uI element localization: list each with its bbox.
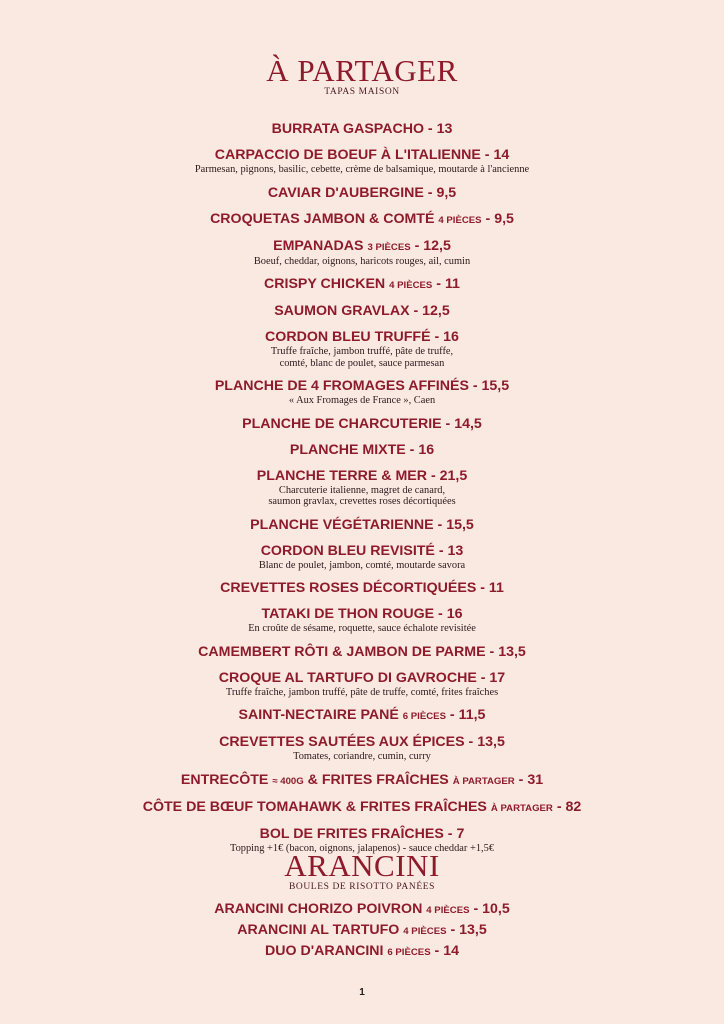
item-price: 9,5	[494, 210, 514, 227]
menu-item	[0, 943, 724, 961]
menu-item-title: CREVETTES ROSES DÉCORTIQUÉES - 11	[220, 580, 504, 596]
menu-item	[0, 543, 724, 572]
item-price: 11	[488, 580, 504, 596]
item-name: CREVETTES ROSES DÉCORTIQUÉES	[220, 580, 477, 596]
item-note: 4 PIÈCES	[426, 905, 470, 916]
item-name: TATAKI DE THON ROUGE	[261, 606, 435, 622]
menu-item	[0, 147, 724, 176]
item-price: 15,5	[446, 516, 474, 533]
item-name: ENTRECÔTE	[180, 771, 269, 788]
item-description: Boeuf, cheddar, oignons, haricots rouges, ail, cumin	[253, 255, 471, 267]
item-name: CORDON BLEU REVISITÉ	[260, 542, 435, 559]
menu-item	[0, 606, 724, 635]
menu-item-title: SAUMON GRAVLAX - 12,5	[274, 303, 450, 319]
item-description: Blanc de poulet, jambon, comté, moutarde savora	[258, 559, 466, 571]
menu-item-title: CORDON BLEU TRUFFÉ - 16	[265, 329, 459, 345]
item-price: 7	[456, 825, 465, 842]
section-header-arancini	[0, 850, 724, 892]
section-subtitle: TAPAS MAISON	[324, 87, 400, 97]
item-description: En croûte de sésame, roquette, sauce échalote revisitée	[248, 623, 476, 634]
item-price: 13	[447, 542, 464, 559]
item-note: 6 PIÈCES	[402, 711, 446, 722]
item-description: Truffe fraîche, jambon truffé, pâte de truffe, comté, blanc de poulet, sauce parmesan	[270, 346, 454, 369]
menu-item	[0, 772, 724, 790]
menu-item	[0, 517, 724, 534]
item-name: PLANCHE DE 4 FROMAGES AFFINÉS	[214, 378, 469, 394]
item-price: 21,5	[439, 467, 468, 484]
item-price: 13,5	[477, 734, 505, 750]
item-name: CRISPY CHICKEN	[264, 276, 386, 292]
item-name: PLANCHE MIXTE	[289, 441, 406, 458]
item-price: 13,5	[498, 643, 526, 660]
item-description: Truffe fraîche, jambon truffé, pâte de truffe, comté, frites fraîches	[225, 686, 499, 698]
menu-item	[0, 442, 724, 459]
menu-item-title: EMPANADAS 3 PIÈCES - 12,5	[273, 237, 451, 254]
item-note: ≈ 400G	[272, 775, 304, 787]
menu-item	[0, 707, 724, 725]
item-note: 4 PIÈCES	[389, 280, 433, 291]
section-header-a-partager	[0, 55, 724, 97]
item-name: PLANCHE DE CHARCUTERIE	[242, 415, 442, 432]
item-price: 14	[493, 147, 510, 163]
item-name: PLANCHE TERRE & MER	[256, 467, 428, 484]
item-name: SAINT-NECTAIRE PANÉ	[238, 707, 399, 723]
menu-item-title: ARANCINI AL TARTUFO 4 PIÈCES - 13,5	[237, 922, 487, 938]
menu-item-title: CÔTE DE BŒUF TOMAHAWK & FRITES FRAÎCHES À PARTAGER - 82	[142, 798, 582, 815]
item-price: 13,5	[459, 922, 487, 938]
menu-item-title: PLANCHE VÉGÉTARIENNE - 15,5	[250, 516, 474, 533]
item-note: À PARTAGER	[490, 802, 553, 814]
section-subtitle: BOULES DE RISOTTO PANÉES	[288, 882, 436, 892]
item-name: CÔTE DE BŒUF TOMAHAWK & FRITES FRAÎCHES	[142, 798, 487, 815]
item-name: EMPANADAS	[273, 237, 364, 254]
item-description: « Aux Fromages de France », Caen	[288, 395, 436, 406]
item-list-a-partager	[0, 121, 724, 863]
item-name: PLANCHE VÉGÉTARIENNE	[250, 516, 434, 533]
item-name: CROQUETAS JAMBON & COMTÉ	[210, 210, 435, 227]
item-price: 16	[443, 329, 459, 345]
menu-item	[0, 329, 724, 369]
menu-item-title: CAVIAR D'AUBERGINE - 9,5	[267, 184, 457, 201]
menu-item-title: CROQUETAS JAMBON & COMTÉ 4 PIÈCES - 9,5	[210, 210, 514, 227]
menu-item-title: PLANCHE DE CHARCUTERIE - 14,5	[242, 415, 482, 432]
item-price: 9,5	[436, 184, 457, 201]
menu-item	[0, 276, 724, 294]
section-title: À PARTAGER	[266, 53, 458, 88]
menu-item-title: CAMEMBERT RÔTI & JAMBON DE PARME - 13,5	[198, 643, 526, 660]
item-name: SAUMON GRAVLAX	[274, 303, 410, 319]
item-description: Parmesan, pignons, basilic, cebette, crème de balsamique, moutarde à l'ancienne	[194, 164, 530, 175]
item-name: BURRATA GASPACHO	[271, 121, 424, 137]
item-name: CAVIAR D'AUBERGINE	[267, 184, 424, 201]
section-title: ARANCINI	[284, 848, 440, 883]
item-name: BOL DE FRITES FRAÎCHES	[259, 825, 444, 842]
item-note: 4 PIÈCES	[438, 214, 482, 226]
item-description: Topping +1€ (bacon, oignons, jalapenos) - sauce cheddar +1,5€	[229, 842, 495, 854]
menu-item-title: PLANCHE DE 4 FROMAGES AFFINÉS - 15,5	[214, 378, 510, 394]
menu-item	[0, 238, 724, 268]
menu-item-title: BOL DE FRITES FRAÎCHES - 7	[259, 825, 465, 842]
item-price: 15,5	[481, 378, 510, 394]
item-name-continued: & FRITES FRAÎCHES	[307, 771, 449, 788]
item-price: 16	[446, 606, 463, 622]
menu-item-title: PLANCHE TERRE & MER - 21,5	[256, 467, 468, 484]
item-price: 11,5	[458, 707, 486, 723]
item-price: 16	[418, 441, 435, 458]
menu-item	[0, 734, 724, 763]
menu-item-title: SAINT-NECTAIRE PANÉ 6 PIÈCES - 11,5	[238, 707, 486, 723]
item-price: 10,5	[482, 901, 510, 917]
menu-item	[0, 378, 724, 407]
item-description: Tomates, coriandre, cumin, curry	[293, 751, 431, 762]
menu-item-title: CARPACCIO DE BOEUF À L'ITALIENNE - 14	[214, 147, 510, 163]
item-list-arancini	[0, 901, 724, 964]
item-name: ARANCINI CHORIZO POIVRON	[214, 901, 423, 917]
menu-item-title: CORDON BLEU REVISITÉ - 13	[260, 542, 464, 559]
item-name: ARANCINI AL TARTUFO	[237, 922, 400, 938]
item-price: 31	[527, 771, 544, 788]
item-description: Charcuterie italienne, magret de canard, saumon gravlax, crevettes roses décortiquées	[268, 484, 456, 507]
menu-item-title: TATAKI DE THON ROUGE - 16	[261, 606, 463, 622]
item-price: 14,5	[454, 415, 482, 432]
menu-item-title: DUO D'ARANCINI 6 PIÈCES - 14	[265, 943, 459, 959]
item-price: 12,5	[423, 237, 451, 254]
item-price: 14	[443, 943, 459, 959]
menu-item	[0, 901, 724, 919]
item-note: 3 PIÈCES	[367, 241, 411, 253]
menu-item	[0, 121, 724, 138]
menu-item-title: ARANCINI CHORIZO POIVRON 4 PIÈCES - 10,5	[214, 901, 510, 917]
item-note: À PARTAGER	[452, 775, 515, 787]
menu-item-title: ENTRECÔTE ≈ 400G & FRITES FRAÎCHES À PARTAGER - 31	[180, 771, 544, 788]
item-name: CORDON BLEU TRUFFÉ	[265, 329, 431, 345]
menu-item	[0, 468, 724, 508]
menu-item-title: CRISPY CHICKEN 4 PIÈCES - 11	[264, 276, 460, 292]
item-name: CARPACCIO DE BOEUF À L'ITALIENNE	[214, 147, 481, 163]
menu-item	[0, 211, 724, 229]
menu-item	[0, 185, 724, 202]
item-price: 17	[489, 669, 506, 686]
menu-item	[0, 303, 724, 320]
item-name: CROQUE AL TARTUFO DI GAVROCHE	[218, 669, 477, 686]
item-name: DUO D'ARANCINI	[265, 943, 384, 959]
menu-item-title: CROQUE AL TARTUFO DI GAVROCHE - 17	[218, 669, 506, 686]
menu-item-title: CREVETTES SAUTÉES AUX ÉPICES - 13,5	[219, 734, 505, 750]
menu-item	[0, 922, 724, 940]
item-note: 4 PIÈCES	[403, 926, 447, 937]
menu-item	[0, 580, 724, 597]
item-price: 11	[444, 276, 460, 292]
menu-item-title: PLANCHE MIXTE - 16	[289, 441, 435, 458]
item-price: 82	[565, 798, 582, 815]
item-name: CAMEMBERT RÔTI & JAMBON DE PARME	[198, 643, 486, 660]
menu-item	[0, 644, 724, 661]
menu-item	[0, 799, 724, 817]
item-price: 13	[436, 121, 453, 137]
page-number: 1	[359, 987, 365, 998]
item-name: CREVETTES SAUTÉES AUX ÉPICES	[219, 734, 465, 750]
menu-item-title: BURRATA GASPACHO - 13	[271, 121, 453, 137]
item-price: 12,5	[422, 303, 450, 319]
menu-item	[0, 416, 724, 433]
item-note: 6 PIÈCES	[387, 947, 431, 958]
menu-item	[0, 670, 724, 699]
